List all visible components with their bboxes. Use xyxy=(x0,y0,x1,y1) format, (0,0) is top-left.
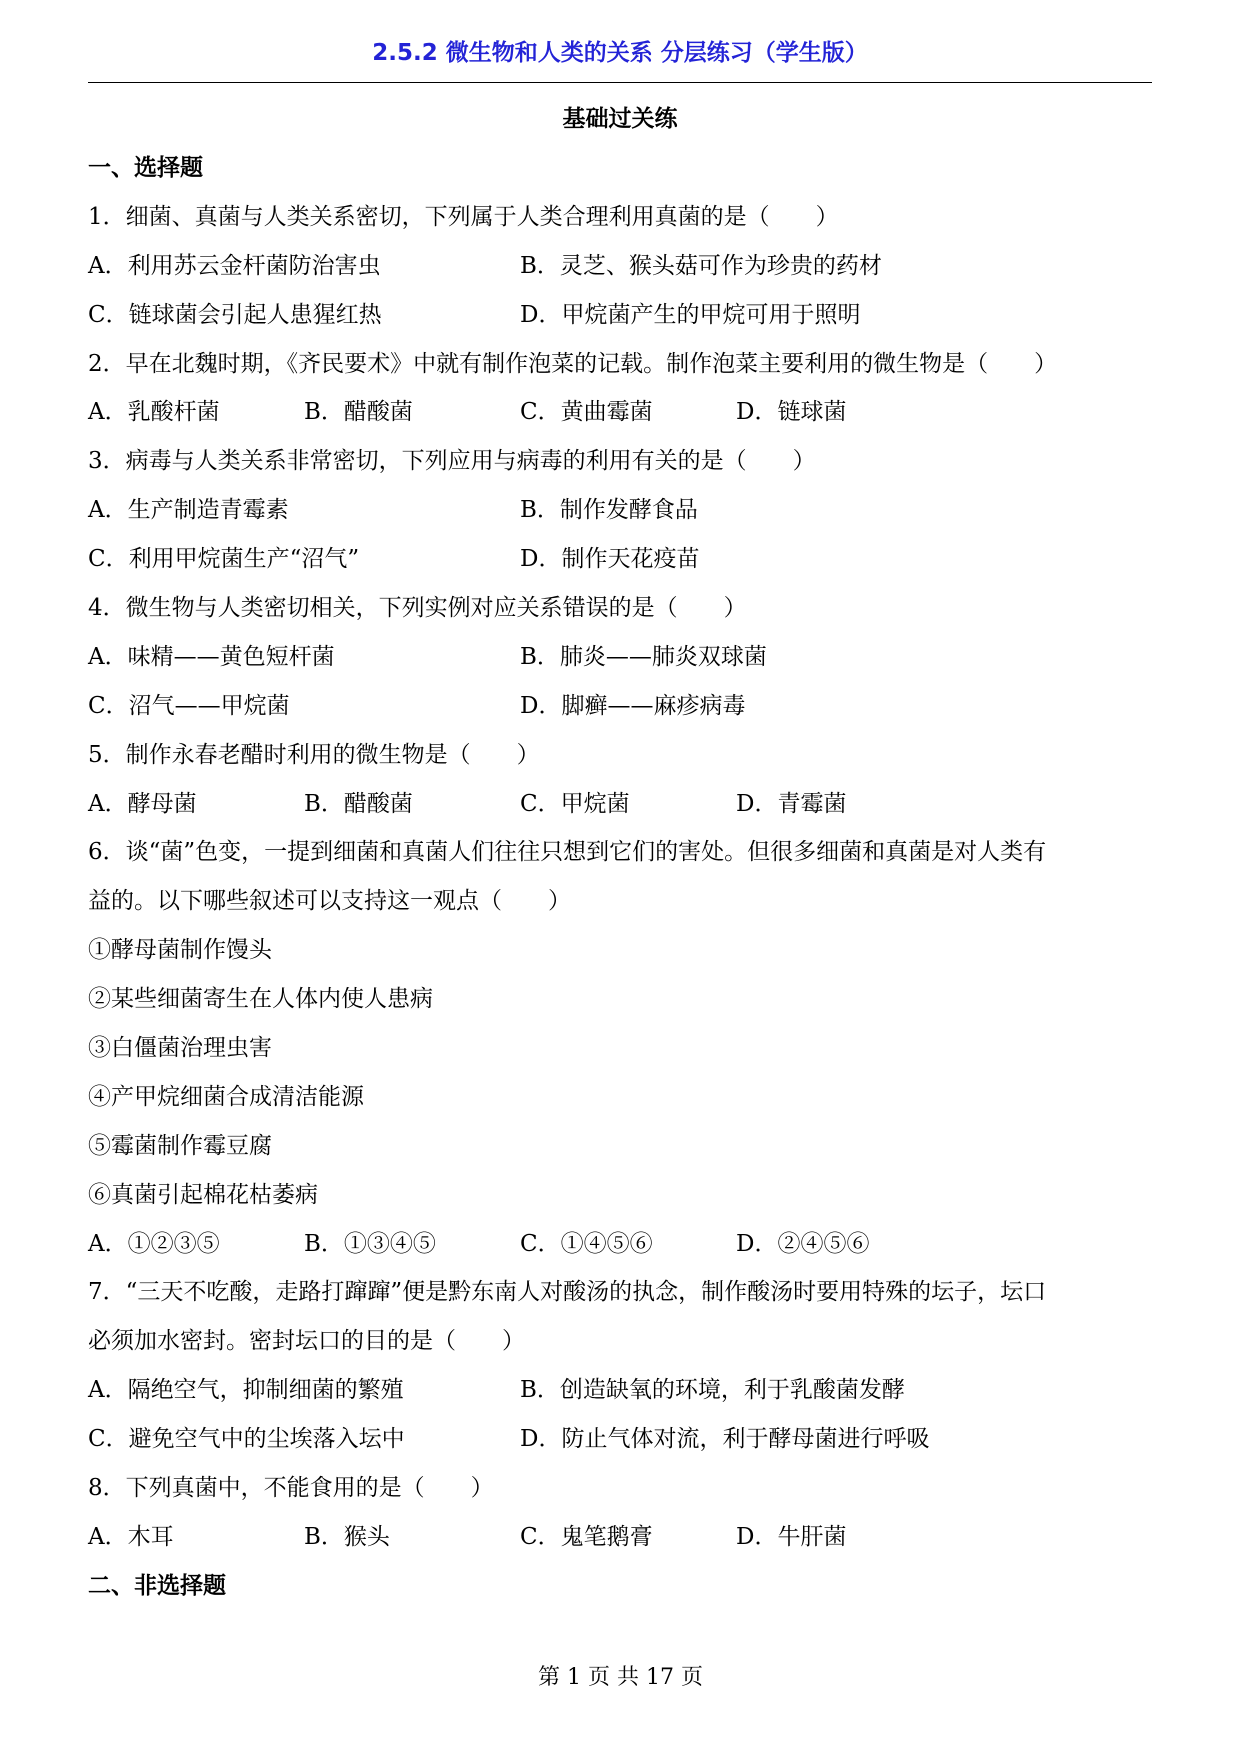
question-2-options xyxy=(88,388,1158,437)
question-8-option-b: B．猴头 xyxy=(304,1523,390,1550)
question-1-options-row1 xyxy=(88,242,1158,291)
question-6-item: ④产甲烷细菌合成清洁能源 xyxy=(88,1083,364,1110)
question-5-option-c: C．甲烷菌 xyxy=(520,790,630,817)
question-7-option-d: D．防止气体对流，利于酵母菌进行呼吸 xyxy=(520,1426,930,1453)
question-6-option-b: B．①③④⑤ xyxy=(304,1230,436,1257)
question-4-options-row1 xyxy=(88,633,1158,682)
question-6-item: ②某些细菌寄生在人体内使人患病 xyxy=(88,986,433,1013)
question-4-option-a: A．味精——黄色短杆菌 xyxy=(88,643,335,670)
question-6-option-c: C．①④⑤⑥ xyxy=(520,1230,653,1257)
question-content xyxy=(88,144,1158,1611)
question-8-option-c: C．鬼笔鹅膏 xyxy=(520,1523,653,1550)
question-2-option-b: B．醋酸菌 xyxy=(304,399,413,426)
question-7-options-row2 xyxy=(88,1415,1158,1464)
question-1-stem: 1．细菌、真菌与人类关系密切，下列属于人类合理利用真菌的是（ ） xyxy=(88,203,839,230)
question-8-stem: 8．下列真菌中，不能食用的是（ ） xyxy=(88,1475,494,1502)
question-3-option-b: B．制作发酵食品 xyxy=(520,497,698,524)
question-5-option-b: B．醋酸菌 xyxy=(304,790,413,817)
question-4-option-d: D．脚癣——麻疹病毒 xyxy=(520,692,746,719)
question-6-item: ③白僵菌治理虫害 xyxy=(88,1035,272,1062)
question-7-stem-line2: 必须加水密封。密封坛口的目的是（ ） xyxy=(88,1328,525,1355)
question-6-options xyxy=(88,1220,1158,1269)
question-6-item: ①酵母菌制作馒头 xyxy=(88,937,272,964)
question-3-option-a: A．生产制造青霉素 xyxy=(88,497,289,524)
question-7-option-a: A．隔绝空气，抑制细菌的繁殖 xyxy=(88,1377,404,1404)
question-7-options-row1 xyxy=(88,1366,1158,1415)
question-5-option-d: D．青霉菌 xyxy=(736,790,847,817)
question-1-option-b: B．灵芝、猴头菇可作为珍贵的药材 xyxy=(520,252,882,279)
page-number: 第 1 页 共 17 页 xyxy=(538,1665,703,1690)
question-4-option-b: B．肺炎——肺炎双球菌 xyxy=(520,643,767,670)
question-4-stem: 4．微生物与人类密切相关，下列实例对应关系错误的是（ ） xyxy=(88,595,747,622)
question-8-option-a: A．木耳 xyxy=(88,1523,174,1550)
question-2-option-c: C．黄曲霉菌 xyxy=(520,399,653,426)
part1-heading: 一、选择题 xyxy=(88,155,203,181)
question-2-option-a: A．乳酸杆菌 xyxy=(88,399,220,426)
question-1-options-row2 xyxy=(88,291,1158,340)
question-3-stem: 3．病毒与人类关系非常密切，下列应用与病毒的利用有关的是（ ） xyxy=(88,448,816,475)
question-4-options-row2 xyxy=(88,682,1158,731)
question-8-option-d: D．牛肝菌 xyxy=(736,1523,847,1550)
question-7-option-b: B．创造缺氧的环境，利于乳酸菌发酵 xyxy=(520,1377,905,1404)
question-6-option-d: D．②④⑤⑥ xyxy=(736,1230,870,1257)
question-6-item: ⑤霉菌制作霉豆腐 xyxy=(88,1132,272,1159)
question-6-stem-line2: 益的。以下哪些叙述可以支持这一观点（ ） xyxy=(88,888,571,915)
question-5-stem: 5．制作永春老醋时利用的微生物是（ ） xyxy=(88,741,540,768)
question-1-option-d: D．甲烷菌产生的甲烷可用于照明 xyxy=(520,301,861,328)
question-7-stem-line1: 7．“三天不吃酸，走路打蹿蹿”便是黔东南人对酸汤的执念，制作酸汤时要用特殊的坛子，坛口 xyxy=(88,1279,1047,1306)
question-3-option-c: C．利用甲烷菌生产“沼气” xyxy=(88,546,360,573)
question-1-option-a: A．利用苏云金杆菌防治害虫 xyxy=(88,252,381,279)
question-6-stem-line1: 6．谈“菌”色变，一提到细菌和真菌人们往往只想到它们的害处。但很多细菌和真菌是对人类有 xyxy=(88,839,1047,866)
question-6-option-a: A．①②③⑤ xyxy=(88,1230,220,1257)
section-title: 基础过关练 xyxy=(562,106,678,132)
question-4-option-c: C．沼气——甲烷菌 xyxy=(88,692,290,719)
question-3-options-row2 xyxy=(88,535,1158,584)
question-8-options xyxy=(88,1513,1158,1562)
question-2-option-d: D．链球菌 xyxy=(736,399,847,426)
header-divider xyxy=(88,82,1152,83)
part2-heading: 二、非选择题 xyxy=(88,1572,226,1599)
question-1-option-c: C．链球菌会引起人患猩红热 xyxy=(88,301,382,328)
document-title: 2.5.2 微生物和人类的关系 分层练习（学生版） xyxy=(372,40,868,66)
question-5-option-a: A．酵母菌 xyxy=(88,790,197,817)
question-2-stem: 2．早在北魏时期，《齐民要术》中就有制作泡菜的记载。制作泡菜主要利用的微生物是（ ） xyxy=(88,350,1058,377)
question-7-option-c: C．避免空气中的尘埃落入坛中 xyxy=(88,1426,405,1453)
question-3-options-row1 xyxy=(88,486,1158,535)
question-6-item: ⑥真菌引起棉花枯萎病 xyxy=(88,1181,318,1208)
question-3-option-d: D．制作天花疫苗 xyxy=(520,546,700,573)
question-5-options xyxy=(88,780,1158,829)
